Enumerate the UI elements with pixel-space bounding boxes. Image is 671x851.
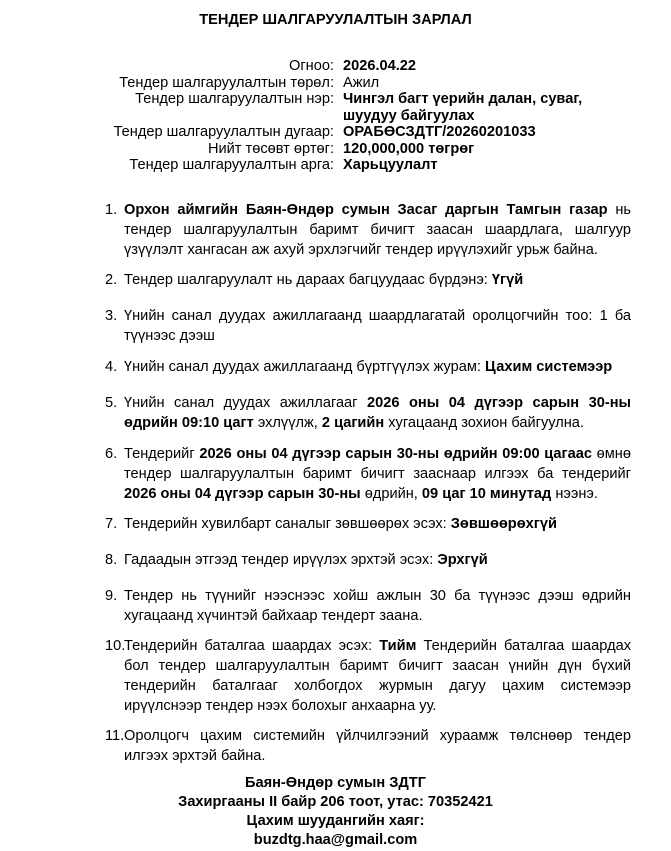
list-item [105, 514, 631, 534]
list-item-number: 11. [105, 728, 125, 744]
meta-value: 120,000,000 төгрөг [343, 140, 475, 157]
text-span: эхлүүлж, [253, 415, 322, 431]
list-item [105, 444, 631, 504]
emphasized-text: Цахим системээр [485, 359, 613, 375]
emphasized-text: 2026 оны 04 дүгээр сарын 30-ны өдрийн 09:10 цагт [124, 395, 631, 431]
list-item-number: 9. [105, 588, 118, 604]
emphasized-text: Эрхгүй [437, 552, 488, 568]
meta-value: Ажил [343, 74, 380, 91]
list-item-text [124, 726, 631, 766]
text-span: нээнэ. [551, 486, 598, 502]
list-item-text [124, 306, 631, 346]
list-item-text [124, 357, 631, 377]
list-item [105, 200, 631, 260]
meta-value: ОРАБӨСЗДТГ/20260201033 [343, 124, 536, 140]
emphasized-text: 2 цагийн [321, 415, 385, 431]
text-span: Тендерийн хувилбарт саналыг зөвшөөрөх эсэх: [124, 516, 451, 532]
text-span: нь тендер шалгаруулалтын баримт бичигт заасан шаардлага, шалгуур үзүүлэлт хангасан аж ахуй эрхлэгчийг тендер ирүүлэхийг урьж байна. [124, 202, 632, 258]
meta-label: Нийт төсөвт өртөг: [207, 140, 334, 157]
list-item-number: 6. [105, 446, 118, 462]
list-item-text [124, 550, 631, 570]
emphasized-text: Үгүй [491, 272, 524, 288]
text-span: Тендер нь түүнийг нээснээс хойш ажлын 30 ба түүнээс дээш өдрийн хугацаанд хүчинтэй байхаар тендерт заана. [124, 588, 631, 624]
tender-meta-table [0, 58, 671, 174]
text-span: өдрийн, [360, 486, 422, 502]
meta-value: Чингэл багт үерийн далан, суваг, шуудуу байгуулах [343, 91, 583, 124]
emphasized-text: Тийм [379, 638, 417, 654]
list-item-number: 4. [105, 359, 118, 375]
document-title: ТЕНДЕР ШАЛГАРУУЛАЛТЫН ЗАРЛАЛ [199, 12, 472, 28]
list-item-number: 1. [105, 202, 118, 218]
text-span: Гадаадын этгээд тендер ирүүлэх эрхтэй эсэх: [124, 552, 438, 568]
list-item [105, 270, 631, 290]
meta-row [0, 75, 671, 92]
emphasized-text: Зөвшөөрөхгүй [450, 516, 557, 532]
meta-row [0, 91, 671, 124]
list-item-number: 3. [105, 308, 118, 324]
list-item-text [124, 444, 631, 504]
text-span: Үнийн санал дуудах ажиллагаанд шаардлагатай оролцогчийн тоо: 1 ба түүнээс дээш [124, 308, 631, 344]
list-item [105, 393, 631, 433]
meta-row [0, 141, 671, 158]
text-span: Тендер шалгаруулалт нь дараах багцуудаас бүрдэнэ: [124, 272, 492, 288]
emphasized-text: Орхон аймгийн Баян-Өндөр сумын Засаг даргын Тамгын газар [124, 202, 608, 218]
text-span: Тендерийн баталгаа шаардах бол тендер шалгаруулалтын баримт бичигт заасан үнийн дүн бүхий тендерийн баталгааг холбогдох журмын дагуу цахим системээр ирүүлснээр тендер нээх болохыг анхаарна уу. [124, 638, 632, 714]
emphasized-text: 2026 оны 04 дүгээр сарын 30-ны [124, 486, 361, 502]
meta-value: 2026.04.22 [343, 58, 417, 74]
meta-row [0, 58, 671, 75]
list-item-number: 7. [105, 516, 118, 532]
meta-label: Тендер шалгаруулалтын арга: [129, 157, 334, 173]
list-item-text [124, 636, 631, 716]
meta-row [0, 124, 671, 141]
list-item [105, 357, 631, 377]
list-item-text [124, 514, 631, 534]
text-span: Үнийн санал дуудах ажиллагаанд бүртгүүлэх журам: [124, 359, 486, 375]
emphasized-text: 09 цаг 10 минутад [421, 486, 552, 502]
meta-label: Тендер шалгаруулалтын төрөл: [119, 74, 334, 91]
list-item-text [124, 270, 631, 290]
list-item-number: 5. [105, 395, 118, 411]
list-item-text [124, 393, 631, 433]
text-span: Оролцогч цахим системийн үйлчилгээний хураамж төлснөөр тендер илгээх эрхтэй байна. [124, 728, 631, 764]
text-span: Тендерийн баталгаа шаардах эсэх: [124, 638, 380, 654]
list-item-number: 10. [105, 638, 126, 654]
footer-contact [0, 774, 671, 850]
list-item-text [124, 586, 631, 626]
list-item [105, 306, 631, 346]
meta-value: Харьцуулалт [343, 157, 438, 173]
list-item [105, 586, 631, 626]
text-span: өмнө тендер шалгаруулалтын баримт бичигт зааснаар илгээх ба тендерийг [124, 446, 631, 482]
meta-label: Тендер шалгаруулалтын дугаар: [113, 124, 334, 140]
text-span: Тендерийг [124, 446, 200, 462]
text-span: хугацаанд зохион байгуулна. [384, 415, 584, 431]
list-item-text [124, 200, 631, 260]
list-item [105, 726, 631, 766]
list-item-number: 2. [105, 272, 118, 288]
text-span: Үнийн санал дуудах ажиллагааг [124, 395, 368, 411]
footer-email[interactable]: buzdtg.haa@gmail.com [253, 832, 418, 848]
emphasized-text: 2026 оны 04 дүгээр сарын 30-ны өдрийн 09:00 цагаас [199, 446, 592, 462]
footer-address: Захиргааны II байр 206 тоот, утас: 70352421 [178, 794, 493, 810]
footer-email-label: Цахим шуудангийн хаяг: [246, 813, 425, 829]
list-item [105, 636, 631, 716]
meta-label: Огноо: [288, 58, 334, 74]
meta-row [0, 157, 671, 174]
footer-organization: Баян-Өндөр сумын ЗДТГ [244, 775, 426, 791]
list-item [105, 550, 631, 570]
list-item-number: 8. [105, 552, 118, 568]
meta-label: Тендер шалгаруулалтын нэр: [135, 91, 334, 107]
